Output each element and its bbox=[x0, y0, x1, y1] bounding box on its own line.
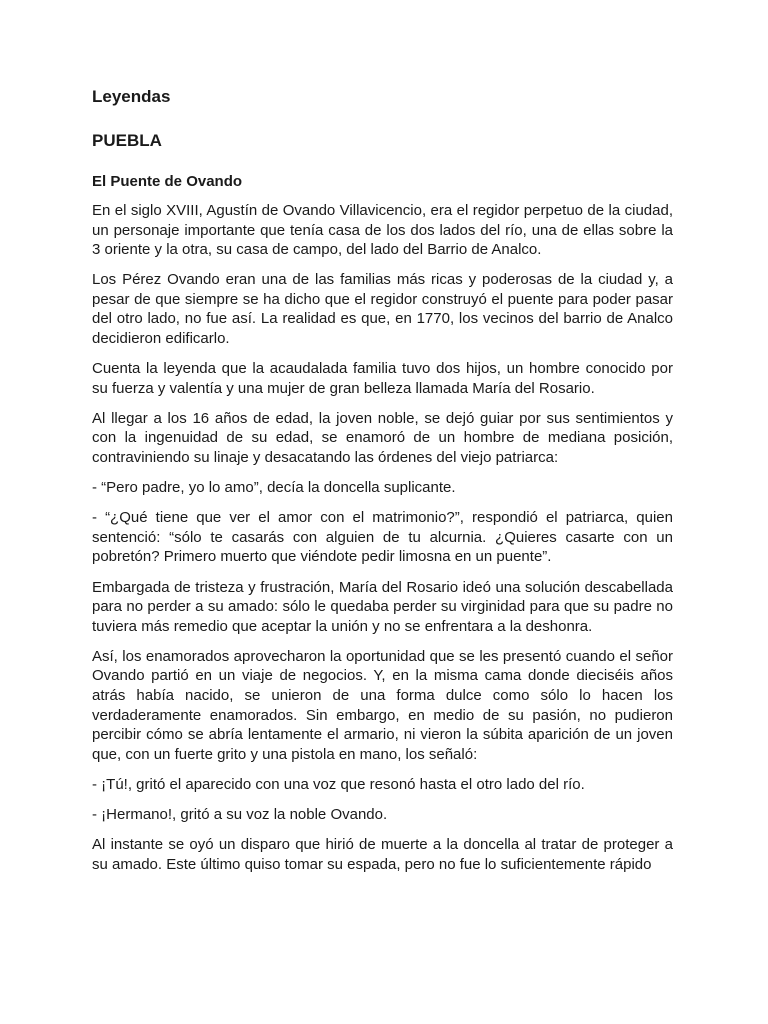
story-body bbox=[92, 201, 673, 874]
dialogue-line: - ¡Tú!, gritó el aparecido con una voz que resonó hasta el otro lado del río. bbox=[92, 775, 585, 793]
paragraph: Embargada de tristeza y frustración, María del Rosario ideó una solución descabellada para no perder a su amado: sólo le quedaba perder su virginidad para que su padre no tuviera más remedio que aceptar la unión y no se enfrentara a la deshonra. bbox=[92, 578, 673, 635]
document-title: Leyendas bbox=[92, 87, 171, 106]
dialogue-line: - “¿Qué tiene que ver el amor con el matrimonio?”, respondió el patriarca, quien sentenció: “sólo te casarás con alguien de tu alcurnia. ¿Quieres casarte con un pobretón? Primero muerto que viéndote pedir limosna en un puente”. bbox=[92, 509, 673, 566]
paragraph: Los Pérez Ovando eran una de las familias más ricas y poderosas de la ciudad y, a pesar de que siempre se ha dicho que el regidor construyó el puente para poder pasar del otro lado, no fue así. La realidad es que, en 1770, los vecinos del barrio de Analco decidieron edificarlo. bbox=[92, 271, 673, 348]
paragraph: Así, los enamorados aprovecharon la oportunidad que se les presentó cuando el señor Ovando partió en un viaje de negocios. Y, en la misma cama donde dieciséis años atrás había nacido, se unieron de una forma dulce como sólo lo hacen los verdaderamente enamorados. Sin embargo, en medio de su pasión, no pudieron percibir cómo se abría lentamente el armario, ni vieron la súbita aparición de un joven que, con un fuerte grito y una pistola en mano, los señaló: bbox=[92, 647, 673, 763]
paragraph: Cuenta la leyenda que la acaudalada familia tuvo dos hijos, un hombre conocido por su fuerza y valentía y una mujer de gran belleza llamada María del Rosario. bbox=[92, 360, 673, 397]
dialogue-line: - “Pero padre, yo lo amo”, decía la doncella suplicante. bbox=[92, 479, 456, 497]
story-title: El Puente de Ovando bbox=[92, 173, 243, 190]
paragraph: En el siglo XVIII, Agustín de Ovando Villavicencio, era el regidor perpetuo de la ciudad, un personaje importante que tenía casa de los dos lados del río, una de ellas sobre la 3 oriente y la otra, su casa de campo, del lado del Barrio de Analco. bbox=[92, 202, 673, 259]
dialogue-line: - ¡Hermano!, gritó a su voz la noble Ovando. bbox=[92, 805, 388, 823]
paragraph: Al llegar a los 16 años de edad, la joven noble, se dejó guiar por sus sentimientos y con la ingenuidad de su edad, se enamoró de un hombre de mediana posición, contraviniendo su linaje y desacatando las órdenes del viejo patriarca: bbox=[92, 409, 673, 467]
document-page bbox=[92, 86, 673, 885]
section-heading: PUEBLA bbox=[92, 131, 162, 150]
paragraph: Al instante se oyó un disparo que hirió de muerte a la doncella al tratar de proteger a su amado. Este último quiso tomar su espada, pero no fue lo suficientemente rápido bbox=[92, 836, 673, 873]
